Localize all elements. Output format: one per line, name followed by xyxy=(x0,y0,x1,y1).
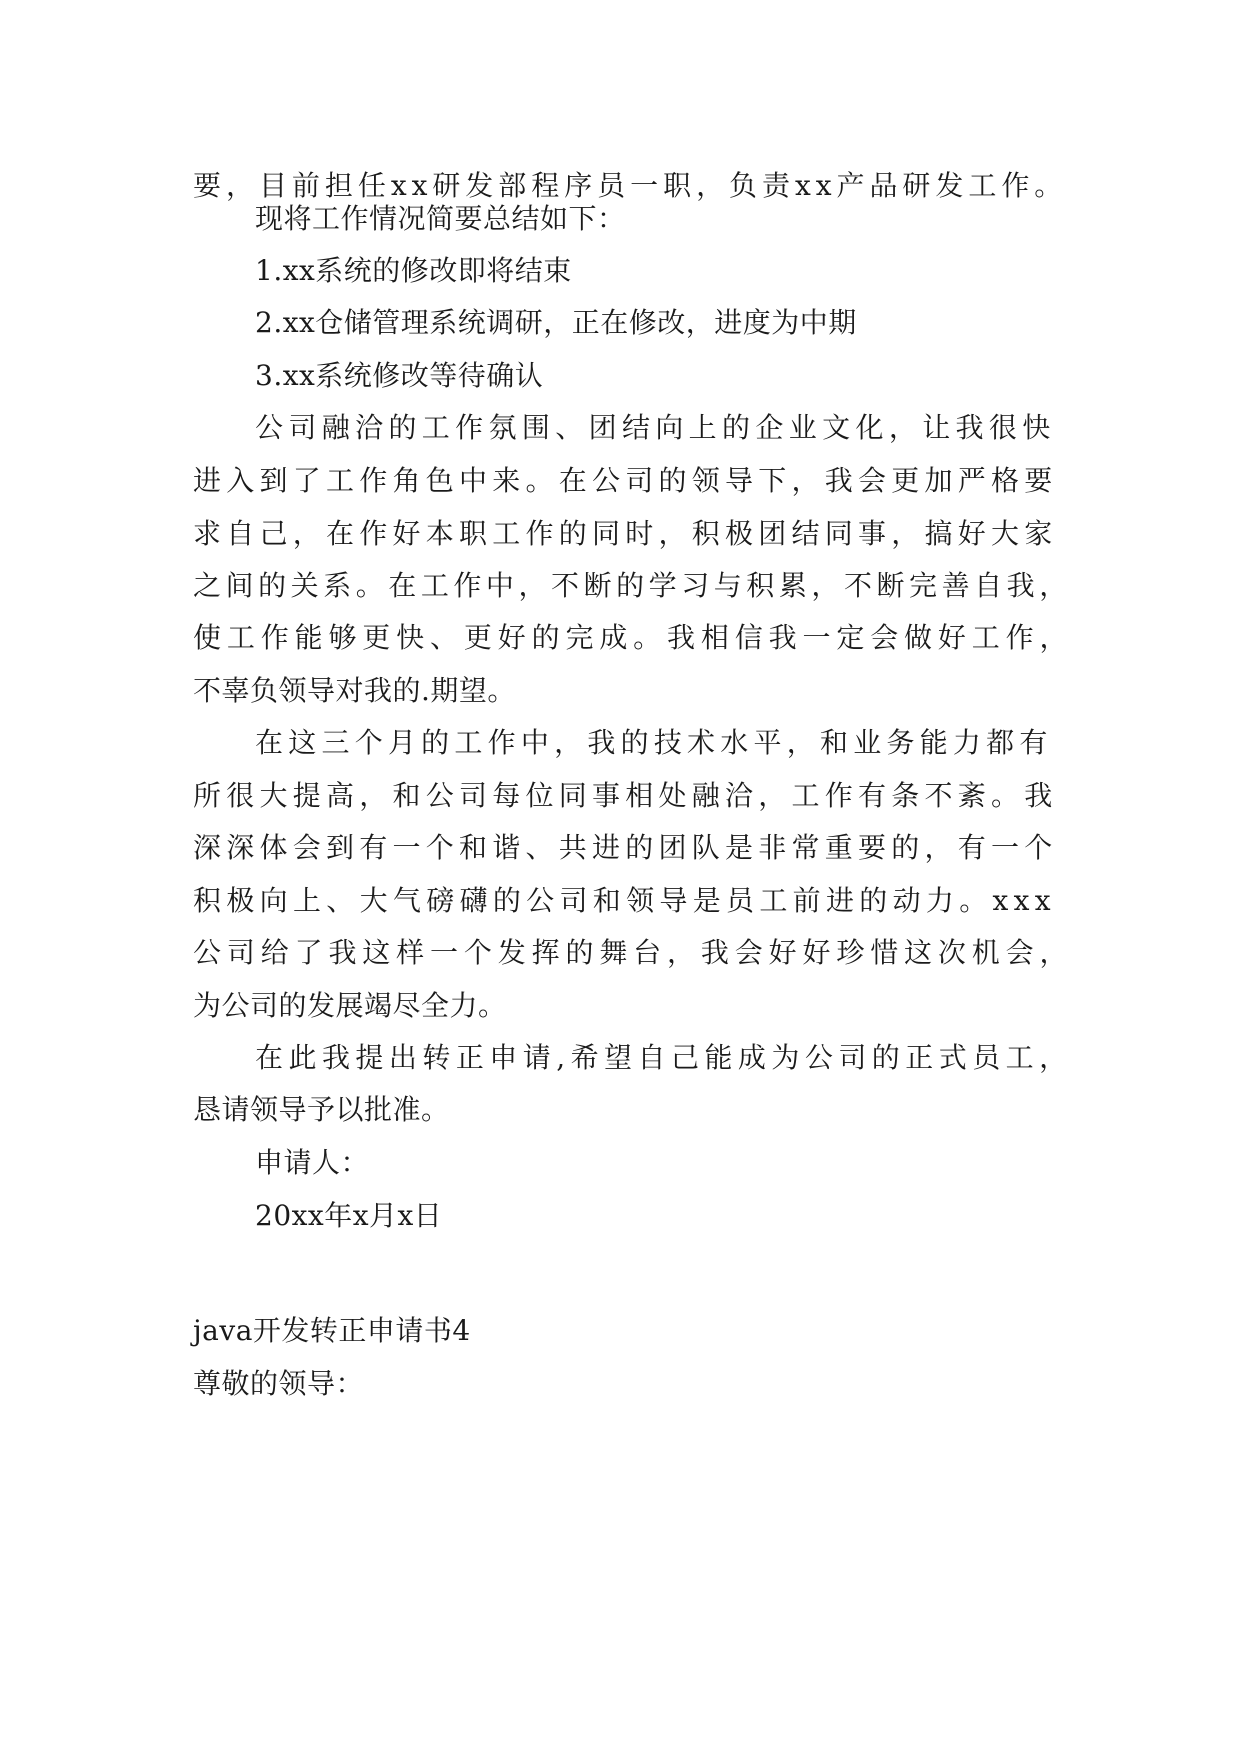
paragraph-line: 使 工 作 能 够 更 快 、 更 好 的 完 成 。 我 相 信 我 一 定 会 做 好 工 作 ， xyxy=(193,621,1068,654)
paragraph-line: 之 间 的 关 系 。 在 工 作 中 ， 不 断 的 学 习 与 积 累 ， 不 断 完 善 自 我 ， xyxy=(193,569,1068,602)
list-item: 2.xx仓储管理系统调研，正在修改，进度为中期 xyxy=(255,306,857,339)
section-title: java开发转正申请书4 xyxy=(193,1314,471,1347)
paragraph-line: 在 此 我 提 出 转 正 申 请 , 希 望 自 己 能 成 为 公 司 的 正 式 员 工 ， xyxy=(255,1041,1068,1074)
list-item: 3.xx系统修改等待确认 xyxy=(255,359,544,392)
paragraph-line: 求 自 己 ， 在 作 好 本 职 工 作 的 同 时 ， 积 极 团 结 同 事 ， 搞 好 大 家 xyxy=(193,517,1053,550)
paragraph-line: 在 这 三 个 月 的 工 作 中 ， 我 的 技 术 水 平 ， 和 业 务 能 力 都 有 xyxy=(255,726,1048,759)
summary-intro: 现将工作情况简要总结如下： xyxy=(255,202,626,235)
list-item: 1.xx系统的修改即将结束 xyxy=(255,254,572,287)
paragraph-line: 公 司 给 了 我 这 样 一 个 发 挥 的 舞 台 ， 我 会 好 好 珍 惜 这 次 机 会 ， xyxy=(193,936,1068,969)
paragraph-line: 要 ， 目 前 担 任 x x 研 发 部 程 序 员 一 职 ， 负 责 x x 产 品 研 发 工 作 。 xyxy=(193,169,1063,202)
paragraph-line: 恳请领导予以批准。 xyxy=(193,1093,450,1126)
paragraph-line: 所 很 大 提 高 ， 和 公 司 每 位 同 事 相 处 融 洽 ， 工 作 有 条 不 紊 。 我 xyxy=(193,779,1053,812)
paragraph-line: 进 入 到 了 工 作 角 色 中 来 。 在 公 司 的 领 导 下 ， 我 会 更 加 严 格 要 xyxy=(193,464,1053,497)
salutation: 尊敬的领导： xyxy=(193,1367,365,1400)
applicant-label: 申请人： xyxy=(255,1146,370,1179)
paragraph-line: 公 司 融 洽 的 工 作 氛 围 、 团 结 向 上 的 企 业 文 化 ， 让 我 很 快 xyxy=(255,411,1051,444)
paragraph-line: 积 极 向 上 、 大 气 磅 礴 的 公 司 和 领 导 是 员 工 前 进 的 动 力 。 x x x xyxy=(193,884,1051,917)
date-line: 20xx年x月x日 xyxy=(255,1199,443,1232)
paragraph-line: 深 深 体 会 到 有 一 个 和 谐 、 共 进 的 团 队 是 非 常 重 要 的 ， 有 一 个 xyxy=(193,831,1053,864)
paragraph-line: 为公司的发展竭尽全力。 xyxy=(193,989,507,1022)
paragraph-line: 不辜负领导对我的.期望。 xyxy=(193,674,516,707)
